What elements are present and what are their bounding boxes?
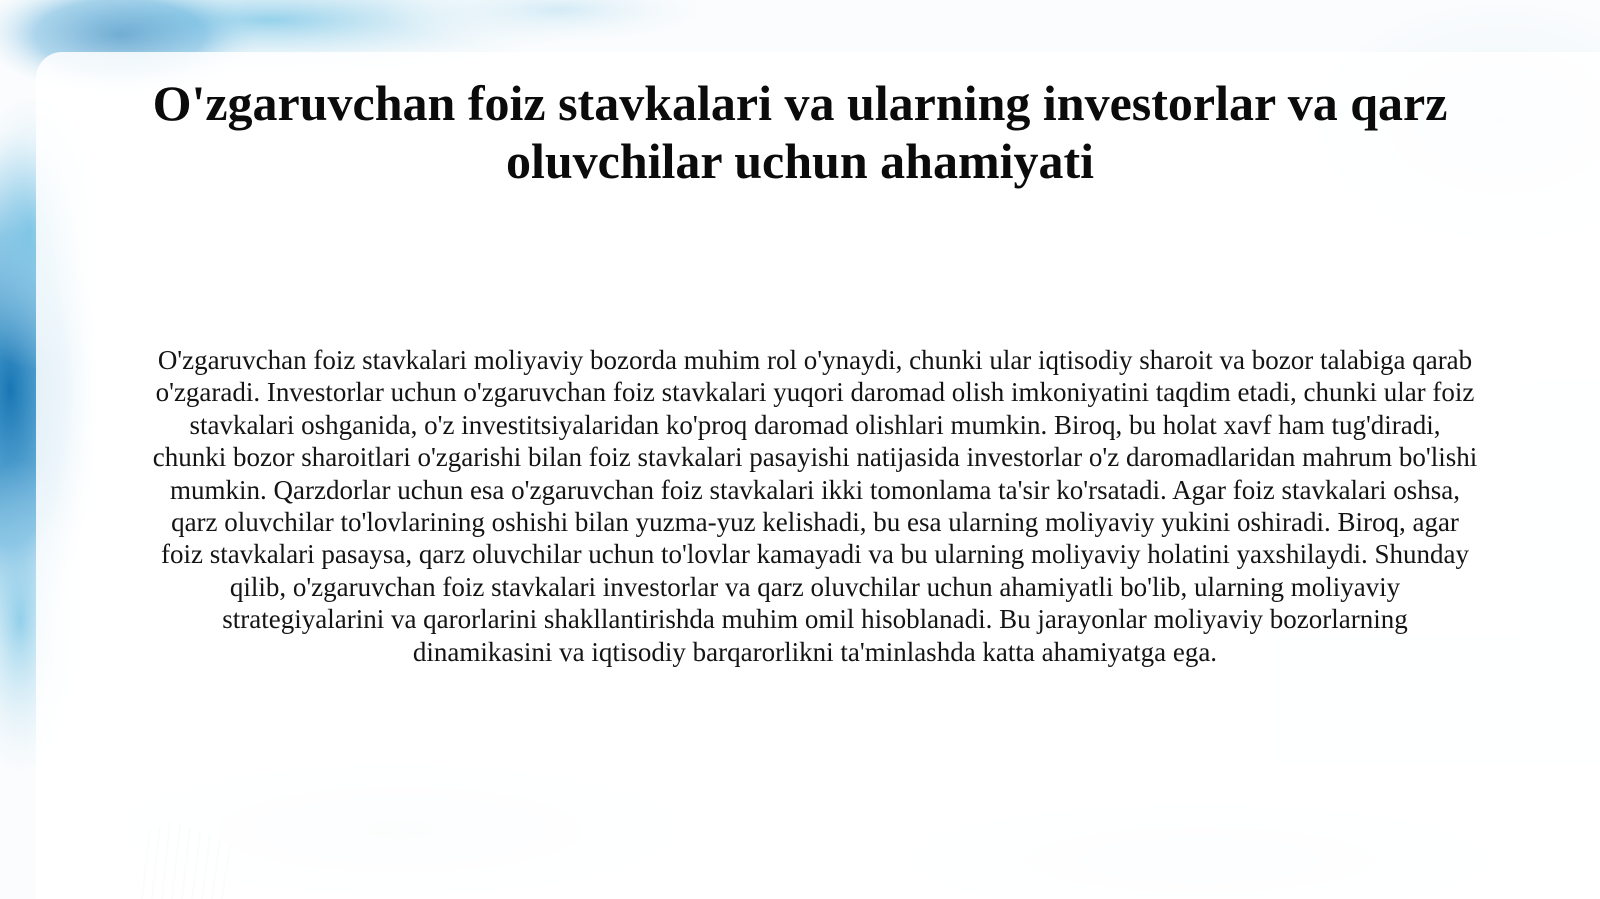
slide-body-text: O'zgaruvchan foiz stavkalari moliyaviy bozorda muhim rol o'ynaydi, chunki ular iqtisodiy sharoit va bozor talabiga qarab o'zgaradi. Investorlar uchun o'zgaruvchan foiz stavkalari yuqori daromad olish imkoniyatini taqdim etadi, chunki ular foiz stavkalari oshganida, o'z investitsiyalaridan ko'proq daromad olishlari mumkin. Biroq, bu holat xavf ham tug'diradi, chunki bozor sharoitlari o'zgarishi bilan foiz stavkalari pasayishi natijasida investorlar o'z daromadlaridan mahrum bo'lishi mumkin. Qarzdorlar uchun esa o'zgaruvchan foiz stavkalari ikki tomonlama ta'sir ko'rsatadi. Agar foiz stavkalari oshsa, qarz oluvchilar to'lovlarining oshishi bilan yuzma-yuz kelishadi, bu esa ularning moliyaviy yukini oshiradi. Biroq, agar foiz stavkalari pasaysa, qarz oluvchilar uchun to'lovlar kamayadi va bu ularning moliyaviy holatini yaxshilaydi. Shunday qilib, o'zgaruvchan foiz stavkalari investorlar va qarz oluvchilar uchun ahamiyatli bo'lib, ularning moliyaviy strategiyalarini va qarorlarini shakllantirishda muhim omil hisoblanadi. Bu jarayonlar moliyaviy bozorlarning dinamikasini va iqtisodiy barqarorlikni ta'minlashda katta ahamiyatga ega. xyxy=(152,345,1478,667)
slide-title: O'zgaruvchan foiz stavkalari va ularning investorlar va qarz oluvchilar uchun ahamiyati xyxy=(152,75,1448,189)
